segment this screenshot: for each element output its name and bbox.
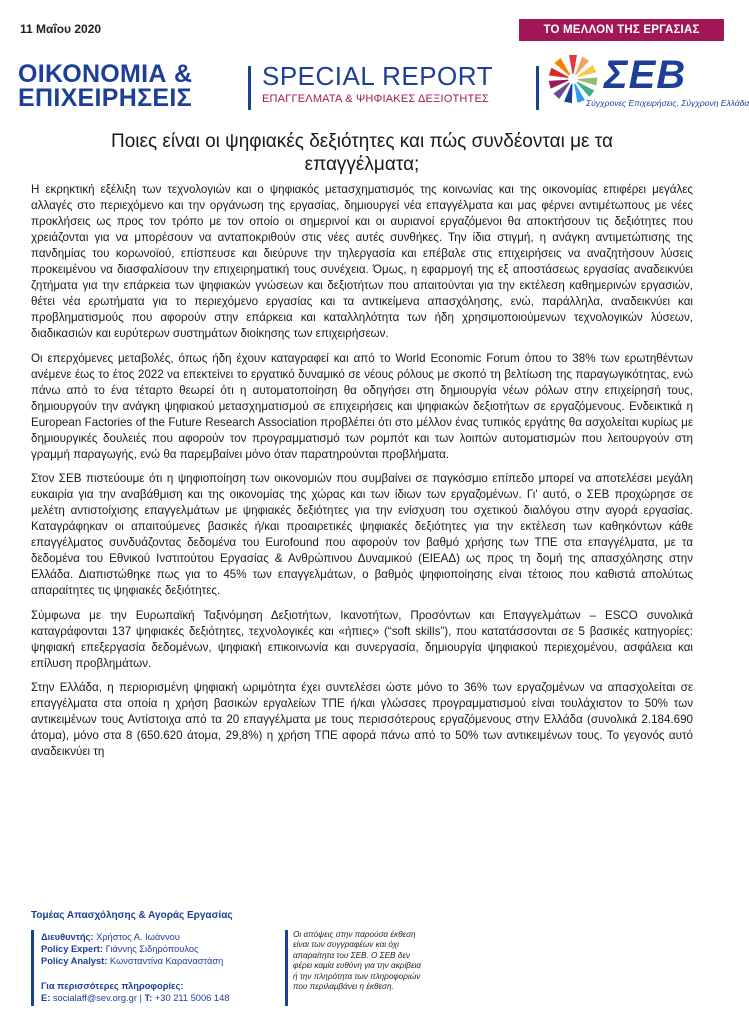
masthead-title xyxy=(18,62,192,110)
email-label: E: xyxy=(41,992,51,1003)
disclaimer: Οι απόψεις στην παρούσα έκθεση είναι των συγγραφέων και όχι απαραίτητα του ΣΕΒ. Ο ΣΕΒ δεν φέρει καμία ευθύνη για την ακρίβεια ή την πληρότητα των πληροφοριών που περιλαμβάνει η έκθεση. xyxy=(293,930,422,992)
masthead-line-1: ΟΙΚΟΝΟΜΙΑ & xyxy=(18,60,193,88)
publication-date: 11 Μαΐου 2020 xyxy=(20,22,102,36)
article-body xyxy=(31,182,693,769)
masthead-line-2: ΕΠΙΧΕΙΡΗΣΕΙΣ xyxy=(18,84,192,112)
expert-name: Γιάννης Σιδηρόπουλος xyxy=(105,944,199,955)
paragraph: Στον ΣΕΒ πιστεύουμε ότι η ψηφιοποίηση των οικονομιών που συμβαίνει σε παγκόσμιο επίπεδο μπορεί να αποτελέσει μεγάλη ευκαιρία για την αναβάθμιση και της οικονομίας της χώρας και των ίδιων των εργαζομένων. Γι' αυτό, ο ΣΕΒ προχώρησε σε μελέτη αντιστοίχισης επαγγελμάτων με ψηφιακές δεξιότητες για την ενίσχυση του σχετικού διαλόγου στην αγορά εργασίας. Καταγράφηκαν οι απαιτούμενες βασικές ή/και προαιρετικές ψηφιακές δεξιότητες για την εκτέλεση των καθηκόντων κάθε επαγγέλματος συνδυάζοντας δεδομένα του Eurofound που αφορούν τον βαθμό χρήσης των ΤΠΕ στα επαγγέλματα, με τα δεδομένα του Εθνικού Ινστιτούτου Εργασίας & Ανθρώπινου Δυναμικού (ΕΙΕΑΔ) ως προς τη δομή της απασχόλησης στην Ελλάδα. Διαπιστώθηκε πως για το 45% των επαγγελμάτων, ο βαθμός ψηφιοποίησης είναι τέτοιος που καθιστά απολύτως απαραίτητες τις ψηφιακές δεξιότητες. xyxy=(31,472,693,597)
info-label: Για περισσότερες πληροφορίες: xyxy=(41,980,184,991)
article-title: Ποιες είναι οι ψηφιακές δεξιότητες και πώς συνδέονται με τα επαγγέλματα; xyxy=(111,131,613,175)
section-banner: ΤΟ ΜΕΛΛΟΝ ΤΗΣ ΕΡΓΑΣΙΑΣ xyxy=(519,19,724,41)
director-label: Διευθυντής: xyxy=(41,932,94,942)
paragraph: Η εκρηκτική εξέλιξη των τεχνολογιών και ο ψηφιακός μετασχηματισμός της κοινωνίας και της οικονομίας επιφέρει μεγάλες αλλαγές στο περιεχόμενο και την οργάνωση της εργασίας, δημιουργεί νέα επαγγέλματα και μας φέρνει αντιμέτωπους με νέες προκλήσεις ως προς τον τρόπο με τον οποίο οι σημερινοί και οι αυριανοί εργαζόμενοι θα αποκτήσουν τις δεξιότητες που χρειάζονται για να μπορέσουν να ανταποκριθούν στις νέες αυτές συνθήκες. Την ίδια στιγμή, η ανάγκη αντιμετώπισης της πανδημίας του κορωνοϊού, επίσπευσε και διεύρυνε την τηλεργασία και επέβαλε στις επιχειρήσεις να αναζητήσουν λύσεις προκειμένου να διασφαλίσουν την επιχειρηματική τους συνέχεια. Όμως, η εφαρμογή της εξ αποστάσεως εργασίας αναδεικνύει ζητήματα για την επάρκεια των ψηφιακών γνώσεων και δεξιοτήτων που απαιτούνται για την εκτέλεση καθημερινών εργασιών, θέτει νέα ερωτήματα για το περιεχόμενο εργασίας και τα αντικείμενα απασχόλησης, ενώ, παράλληλα, αναδεικνύει και προβληματισμούς που αφορούν στην επάρκεια και καταλληλότητα των ήδη χρησιμοποιούμενων τεχνολογικών λύσεων, διαδικασιών και ευρύτερων συστημάτων διοίκησης των επιχειρήσεων. xyxy=(31,183,693,340)
analyst-label: Policy Analyst: xyxy=(41,956,108,967)
footer-divider xyxy=(285,930,288,1006)
paragraph: Σύμφωνα με την Ευρωπαϊκή Ταξινόμηση Δεξιοτήτων, Ικανοτήτων, Προσόντων και Επαγγελμάτων – ESCO συνολικά καταγράφονται 137 ψηφιακές δεξιότητες, τεχνολογικές και «ήπιες» (“soft skills”), που κατατάσσονται σε 5 βασικές κατηγορίες: ψηφιακή επεξεργασία δεδομένων, ψηφιακή επικοινωνία και συνεργασία, δημιουργία ψηφιακού περιεχομένου, ασφάλεια και επίλυση προβλημάτων. xyxy=(31,608,693,670)
email-link[interactable]: socialaff@sev.org.gr xyxy=(52,992,137,1003)
paragraph: Στην Ελλάδα, η περιορισμένη ψηφιακή ωριμότητα έχει συντελέσει ώστε μόνο το 36% των εργαζομένων να απασχολείται σε επαγγέλματα στα οποία η χρήση βασικών εργαλείων ΤΠΕ ή/και γλώσσες προγραμματισμού είναι τουλάχιστον το 50% των αντικειμένων τους Αντίστοιχα από τα 20 επαγγέλματα με τους περισσότερους εργαζόμενους στην Ελλάδα (συνολικά 2.184.690 άτομα), μόνο στα 8 (650.620 άτομα, 29,8%) η χρήση ΤΠΕ αφορά πάνω από το 50% των αντικειμένων τους. Το γεγονός αυτό αναδεικνύει τη xyxy=(31,681,693,758)
expert-label: Policy Expert: xyxy=(41,944,104,955)
masthead-divider xyxy=(536,66,539,110)
logo-tagline: Σύγχρονες Επιχειρήσεις, Σύγχρονη Ελλάδα xyxy=(586,98,749,108)
footer xyxy=(31,910,671,1010)
report-subtitle: ΕΠΑΓΓΕΛΜΑΤΑ & ΨΗΦΙΑΚΕΣ ΔΕΞΙΟΤΗΤΕΣ xyxy=(262,93,489,105)
contact-line xyxy=(41,992,229,1004)
special-report-label: SPECIAL REPORT xyxy=(262,61,493,91)
phone-number: +30 211 5006 148 xyxy=(154,992,230,1003)
logo-wordmark: ΣΕΒ xyxy=(604,53,687,97)
director-name: Χρήστος Α. Ιωάννου xyxy=(96,932,180,942)
sev-logo xyxy=(546,52,749,114)
director-line xyxy=(41,931,229,943)
phone-label: T: xyxy=(144,992,153,1003)
department-name: Τομέας Απασχόλησης & Αγοράς Εργασίας xyxy=(31,910,233,921)
contact-separator: | xyxy=(139,992,142,1003)
paragraph: Οι επερχόμενες μεταβολές, όπως ήδη έχουν καταγραφεί και από το World Economic Forum όπου το 38% των ερωτηθέντων ανέμενε έως το έτος 2022 να επεκτείνει το εργατικό δυναμικό σε νέους ρόλους με σκοπό τη βελτίωση της παραγωγικότητας, ενώ πάνω από το ένα τέταρτο θεωρεί ότι η αυτοματοποίηση θα οδηγήσει στη δημιουργία νέων ρόλων στην επιχείρησή τους, δημιουργούν την ανάγκη ψηφιακού μετασχηματισμού σε επιχειρήσεις και ψηφιακών δεξιοτήτων σε εργαζόμενους. Ενδεικτικά η European Factories of the Future Research Association προβλέπει ότι στο μέλλον ένας τυπικός εργάτης θα ασχολείται κυρίως με δημιουργικές δουλειές που αφορούν τον προγραμματισμό των ρομπότ και των λοιπών αυτοματισμών που λειτουργούν στη γραμμή παραγωγής, ενώ θα παρεμβαίνει μόνο όταν παρατηρούνται προβλήματα. xyxy=(31,351,693,461)
analyst-line xyxy=(41,955,229,967)
contact-block xyxy=(41,931,229,1004)
masthead xyxy=(18,53,749,122)
masthead-divider xyxy=(248,66,251,110)
footer-divider xyxy=(31,930,34,1006)
expert-line xyxy=(41,943,229,955)
analyst-name: Κωνσταντίνα Καραναστάση xyxy=(109,956,224,967)
